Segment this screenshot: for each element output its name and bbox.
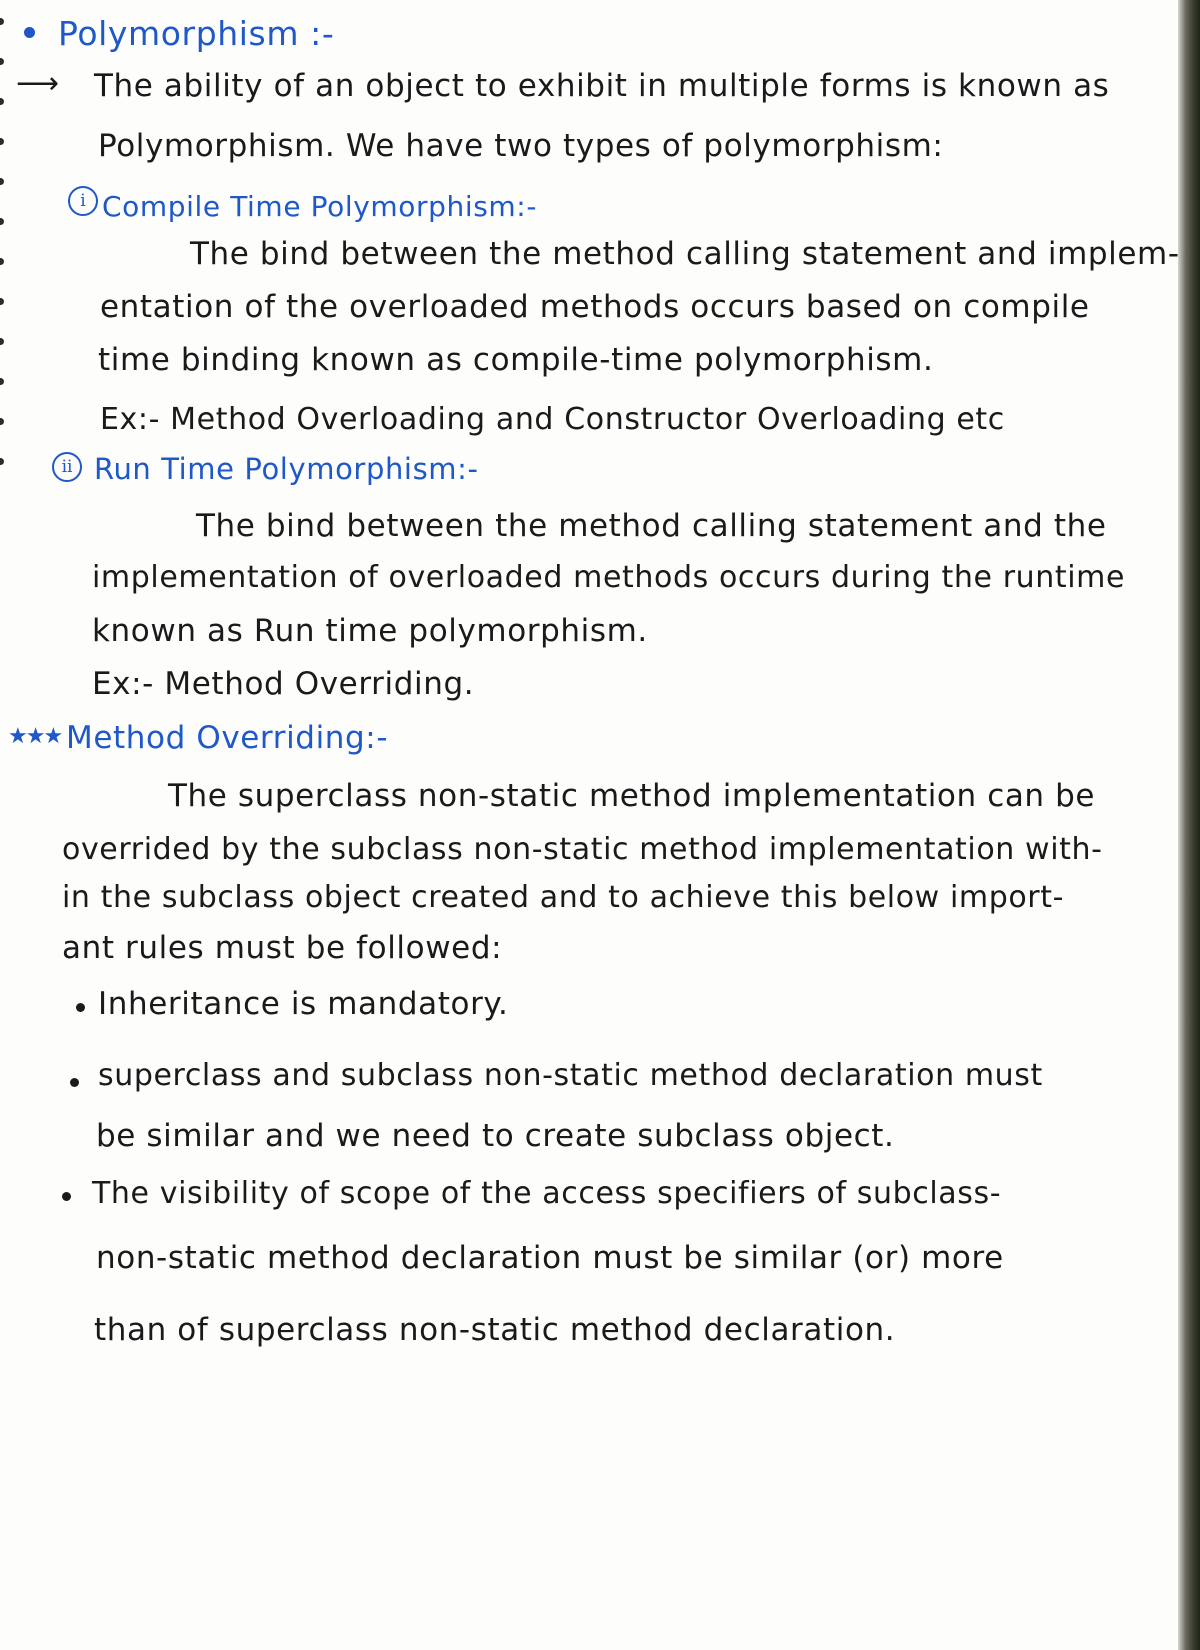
overriding-line-1: The superclass non-static method implementation can be	[168, 778, 1096, 814]
bullet-icon	[76, 1003, 85, 1012]
numeral-i-icon: i	[68, 186, 98, 216]
bullet-icon	[70, 1078, 79, 1087]
definition-line-1: The ability of an object to exhibit in multiple forms is known as	[94, 68, 1110, 104]
run-time-example: Ex:- Method Overriding.	[92, 666, 475, 702]
compile-time-line-1: The bind between the method calling statement and implem-	[190, 236, 1180, 272]
page-edge-shadow	[1178, 0, 1200, 1650]
rule-3-line-2: non-static method declaration must be similar (or) more	[96, 1240, 1004, 1276]
compile-time-line-3: time binding known as compile-time polymorphism.	[98, 342, 934, 378]
spiral-binding	[0, 0, 6, 1650]
rule-2-line-2: be similar and we need to create subclass object.	[96, 1118, 895, 1154]
overriding-line-3: in the subclass object created and to achieve this below import-	[62, 880, 1065, 915]
method-overriding-heading: Method Overriding:-	[66, 720, 389, 756]
run-time-line-1: The bind between the method calling statement and the	[196, 508, 1107, 544]
bullet-icon	[24, 27, 35, 38]
run-time-line-3: known as Run time polymorphism.	[92, 613, 648, 649]
run-time-line-2: implementation of overloaded methods occurs during the runtime	[92, 560, 1126, 595]
rule-2-line-1: superclass and subclass non-static method declaration must	[98, 1058, 1043, 1093]
star-icon: ★★★	[8, 724, 62, 749]
overriding-line-2: overrided by the subclass non-static method implementation with-	[62, 832, 1103, 867]
rule-1: Inheritance is mandatory.	[98, 986, 509, 1022]
numeral-ii-icon: ii	[52, 452, 82, 482]
compile-time-example: Ex:- Method Overloading and Constructor Overloading etc	[100, 402, 1005, 437]
page-title: Polymorphism :-	[58, 14, 335, 53]
rule-3-line-1: The visibility of scope of the access specifiers of subclass-	[92, 1176, 1002, 1211]
definition-line-2: Polymorphism. We have two types of polymorphism:	[98, 128, 944, 164]
rule-3-line-3: than of superclass non-static method declaration.	[94, 1312, 896, 1348]
compile-time-heading: Compile Time Polymorphism:-	[102, 190, 538, 223]
arrow-right-icon: ⟶	[16, 66, 60, 101]
bullet-icon	[62, 1192, 71, 1201]
overriding-line-4: ant rules must be followed:	[62, 930, 503, 966]
run-time-heading: Run Time Polymorphism:-	[94, 452, 479, 486]
compile-time-line-2: entation of the overloaded methods occurs based on compile	[100, 289, 1090, 325]
